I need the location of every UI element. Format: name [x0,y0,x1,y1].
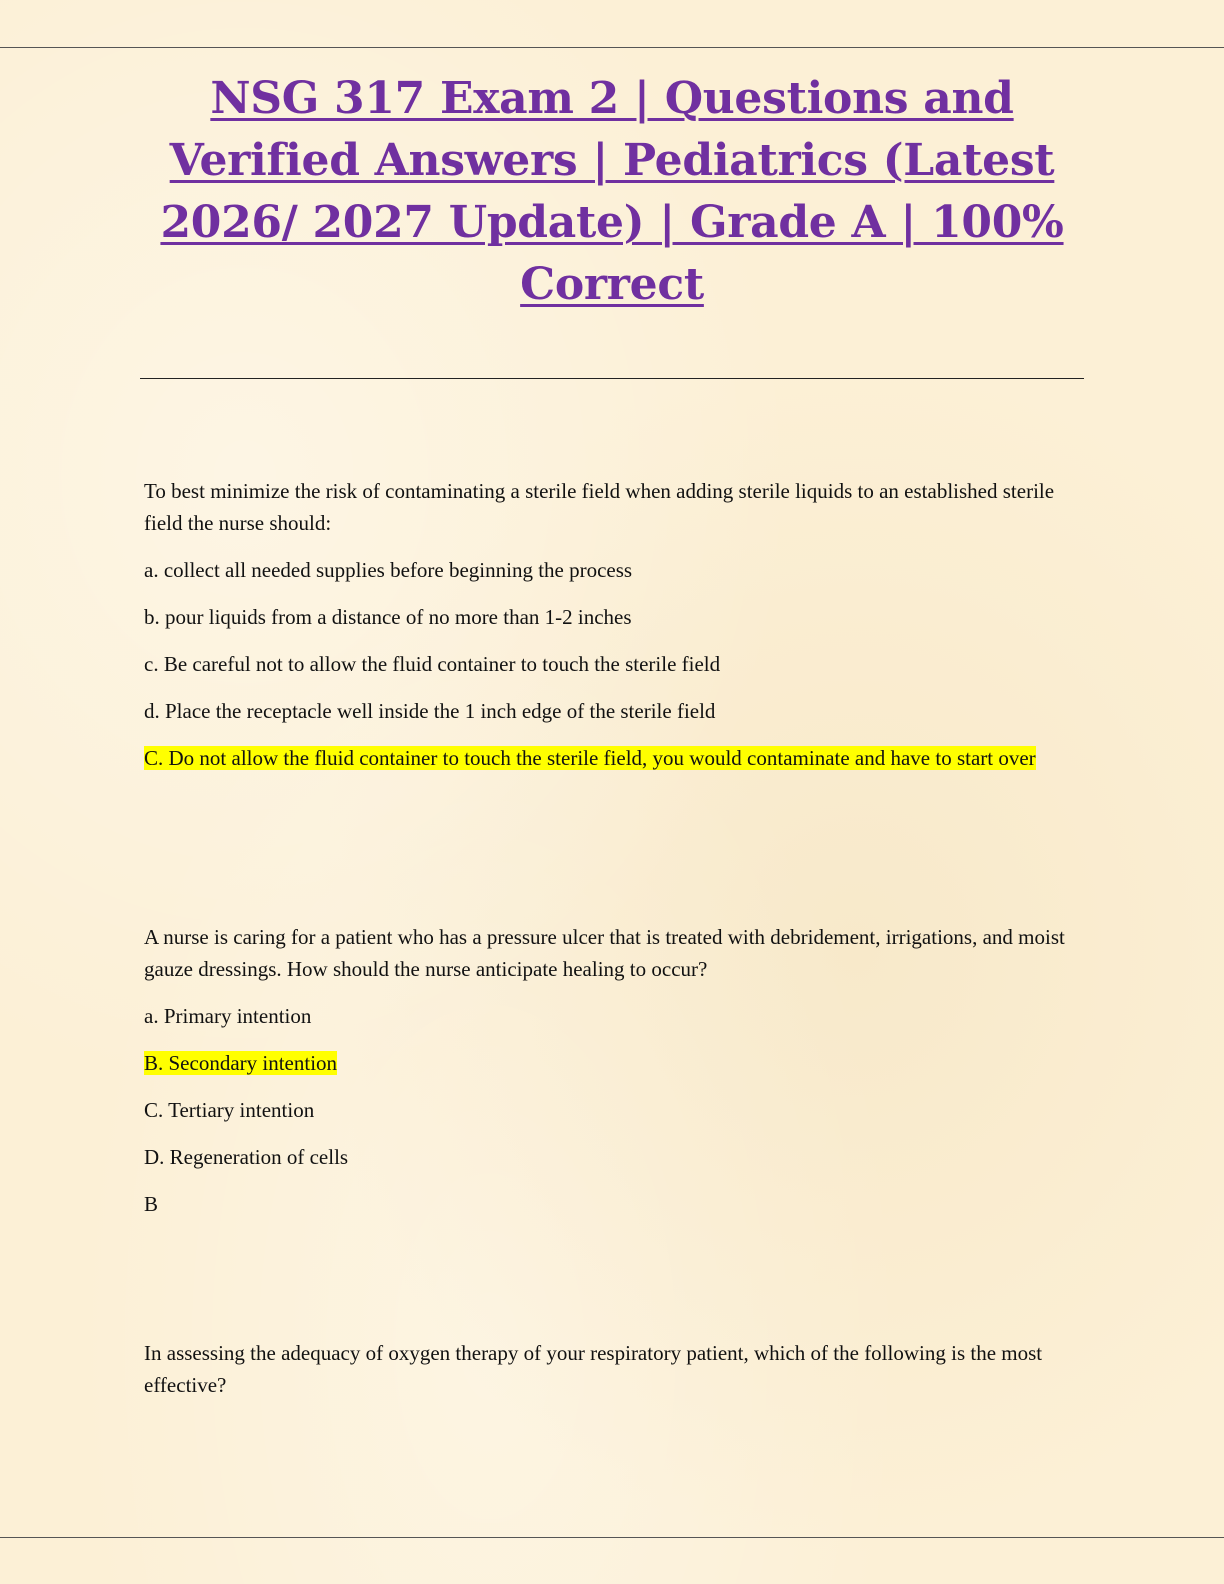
question-stem: In assessing the adequacy of oxygen therapy of your respiratory patient, which of the following is the most effective? [144,1341,1043,1397]
answer-option: b. pour liquids from a distance of no more than 1-2 inches [144,605,632,629]
answer-option-correct [144,1047,1074,1079]
answer-option: C. Tertiary intention [144,1098,315,1122]
answer-highlight: C. Do not allow the fluid container to touch the sterile field, you would contaminate and have to start over [144,746,1036,770]
document-title: NSG 317 Exam 2 | Questions and Verified Answers | Pediatrics (Latest 2026/ 2027 Update) | Grade A | 100% Correct [160,73,1064,310]
answer-option: D. Regeneration of cells [144,1145,349,1169]
answer-option: a. Primary intention [144,1004,312,1028]
page-bottom-rule [0,1537,1224,1538]
question-3 [144,1337,1074,1416]
answer-highlight: B. Secondary intention [144,1051,338,1075]
page-top-rule [0,47,1224,48]
question-2 [144,921,1074,1235]
answer-option: c. Be careful not to allow the fluid container to touch the sterile field [144,652,721,676]
correct-answer [144,742,1074,774]
question-stem: A nurse is caring for a patient who has a pressure ulcer that is treated with debridement, irrigations, and moist gauze dressings. How should the nurse anticipate healing to occur? [144,925,1065,981]
answer-option: a. collect all needed supplies before beginning the process [144,558,633,582]
answer-option: d. Place the receptacle well inside the 1 inch edge of the sterile field [144,699,716,723]
question-stem: To best minimize the risk of contaminating a sterile field when adding sterile liquids to an established sterile field the nurse should: [144,479,1055,535]
title-divider [140,378,1084,379]
question-1 [144,475,1074,789]
correct-answer: B [144,1192,159,1216]
